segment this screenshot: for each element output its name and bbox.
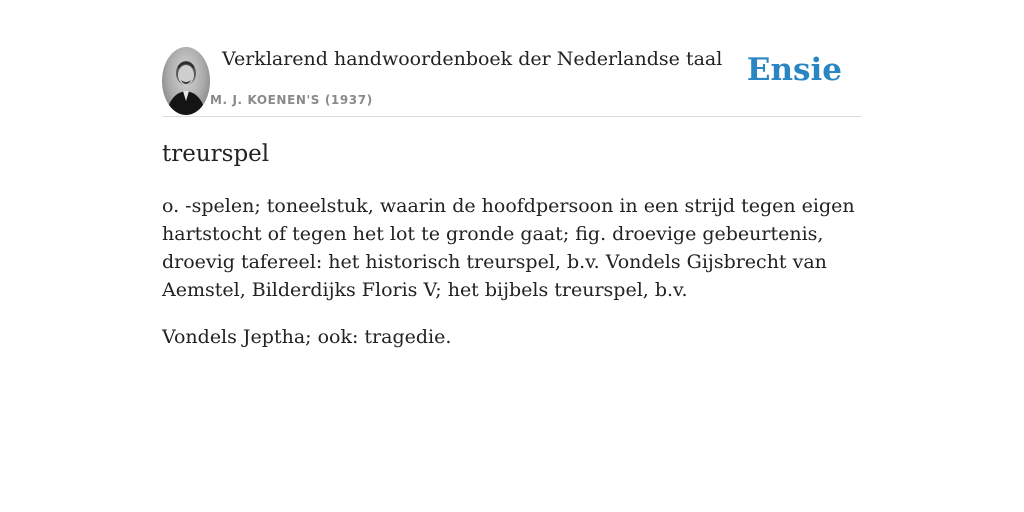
entry-headword: treurspel: [162, 141, 270, 167]
dictionary-subtitle: M. J. KOENEN'S (1937): [210, 93, 373, 107]
dictionary-title: Verklarend handwoordenboek der Nederlandse taal: [222, 48, 723, 70]
ensie-logo-link[interactable]: Ensie: [746, 52, 842, 88]
entry-definition: o. -spelen; toneelstuk, waarin de hoofdpersoon in een strijd tegen eigen hartstocht of tegen het lot te gronde gaat; fig. droevige gebeurtenis, droevig tafereel: het historisch treurspel, b.v. Vondels Gijsbrecht van Aemstel, Bilderdijks Floris V; het bijbels treurspel, b.v.: [162, 195, 855, 301]
entry-definition-continuation: Vondels Jeptha; ook: tragedie.: [162, 326, 452, 348]
dictionary-header: [162, 46, 862, 117]
author-portrait-icon: [162, 47, 210, 115]
